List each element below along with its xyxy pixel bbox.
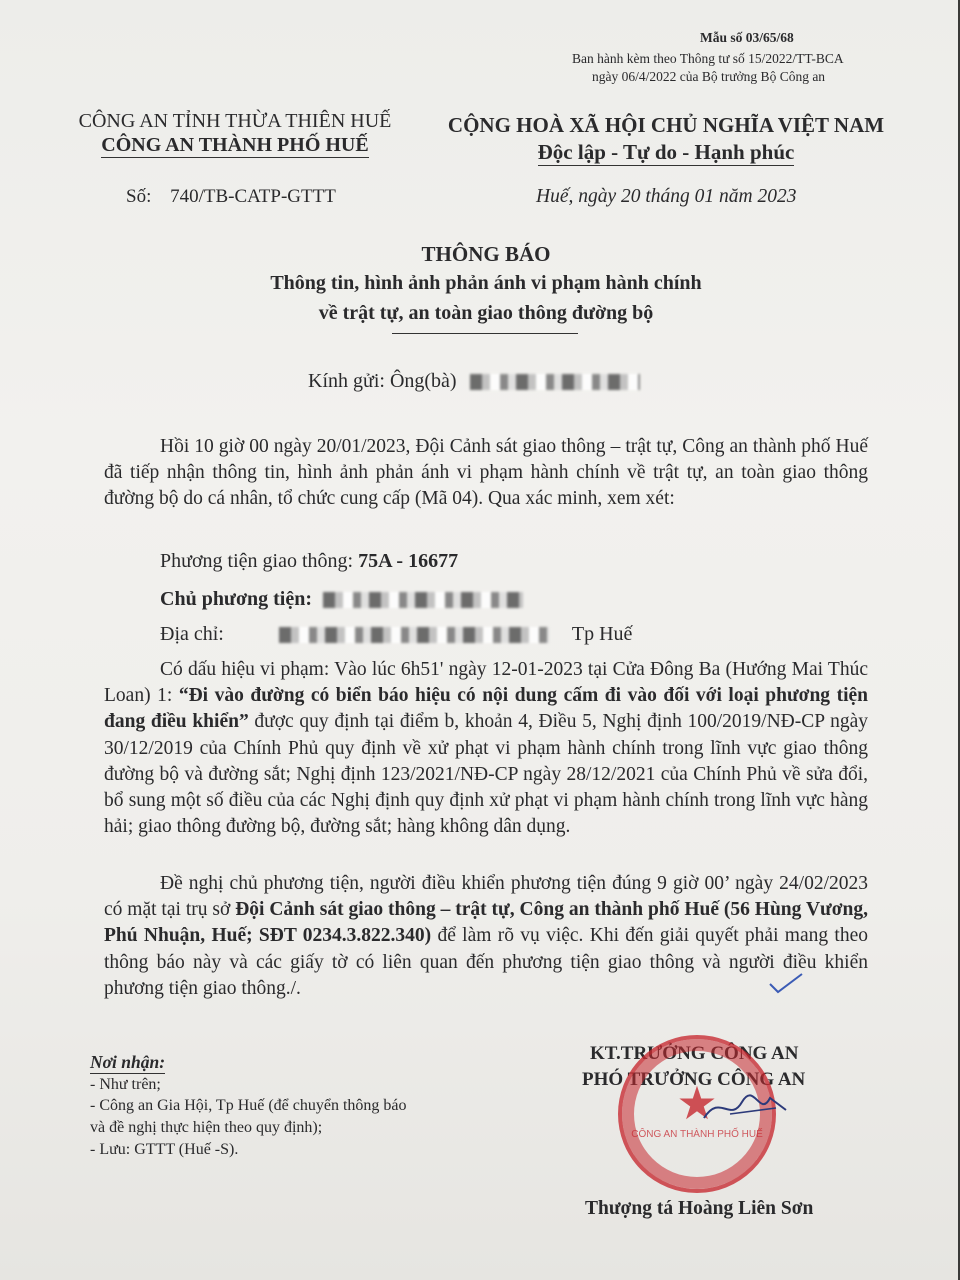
redacted-address xyxy=(279,627,549,643)
address-line xyxy=(160,623,632,646)
signer-name: Thượng tá Hoàng Liên Sơn xyxy=(585,1198,814,1219)
recipient-item: và đề nghị thực hiện theo quy định); xyxy=(90,1119,323,1136)
nation-title: CỘNG HOÀ XÃ HỘI CHỦ NGHĨA VIỆT NAM xyxy=(447,113,885,137)
recipient-item: - Công an Gia Hội, Tp Huế (để chuyển thông báo xyxy=(90,1097,407,1114)
form-issued-line2: ngày 06/4/2022 của Bộ trưởng Bộ Công an xyxy=(592,69,826,84)
violation-description: “Đi vào đường có biển báo hiệu có nội dung cấm đi vào đối với loại phương tiện đang điều khiển” xyxy=(104,685,869,733)
notice-subtitle1: Thông tin, hình ảnh phản ánh vi phạm hành chính xyxy=(270,272,702,294)
nation-motto-text: Độc lập - Tự do - Hạnh phúc xyxy=(537,140,795,164)
notice-title: THÔNG BÁO xyxy=(421,242,551,266)
owner-label: Chủ phương tiện: xyxy=(160,588,313,610)
vehicle-plate: 75A - 16677 xyxy=(358,550,459,572)
notice-subtitle2: về trật tự, an toàn giao thông đường bộ xyxy=(318,302,654,324)
agency-name-text: CÔNG AN THÀNH PHỐ HUẾ xyxy=(101,134,369,156)
doc-number xyxy=(126,186,336,208)
nation-motto xyxy=(440,140,892,165)
owner-line xyxy=(160,588,523,611)
recipients-title-text: Nơi nhận: xyxy=(90,1052,166,1072)
signature-line2: PHÓ TRƯỞNG CÔNG AN xyxy=(582,1069,806,1090)
vehicle-label: Phương tiện giao thông: xyxy=(160,550,354,572)
title-underline xyxy=(392,333,578,334)
recipient-item: - Lưu: GTTT (Huế -S). xyxy=(90,1141,239,1158)
place-date: Huế, ngày 20 tháng 01 năm 2023 xyxy=(536,186,797,207)
agency-name xyxy=(60,134,410,157)
checkmark-icon xyxy=(768,972,804,996)
summons-instructions: để làm rõ vụ việc. Khi đến giải quyết phải mang theo thông báo này và các giấy tờ có liên quan đến phương tiện giao thông và người điều khiển phương tiện giao thông./. xyxy=(104,925,868,999)
form-number: Mẫu số 03/65/68 xyxy=(700,30,794,45)
recipient-item: - Như trên; xyxy=(90,1076,161,1093)
handwritten-signature xyxy=(700,1088,790,1128)
form-issued-line1: Ban hành kèm theo Thông tư số 15/2022/TT-BCA xyxy=(572,51,844,66)
paragraph-violation xyxy=(104,657,868,840)
summons-intro: Đề nghị chủ phương tiện, người điều khiển phương tiện đúng 9 giờ 00’ ngày 24/02/2023 có mặt tại trụ sở xyxy=(104,873,868,921)
recipient-label: Kính gửi: Ông(bà) xyxy=(308,370,457,392)
redacted-recipient xyxy=(470,374,640,390)
doc-number-label: Số: xyxy=(126,186,152,207)
paragraph-intro: Hồi 10 giờ 00 ngày 20/01/2023, Đội Cảnh sát giao thông – trật tự, Công an thành phố Huế đã tiếp nhận thông tin, hình ảnh phản ánh vi phạm hành chính về trật tự, an toàn giao thông đường bộ do cá nhân, tổ chức cung cấp (Mã 04). Qua xác minh, xem xét: xyxy=(104,436,868,510)
vehicle-line xyxy=(160,550,458,573)
address-city: Tp Huế xyxy=(571,623,633,645)
violation-legal-basis: được quy định tại điểm b, khoản 4, Điều 5, Nghị định 100/2019/NĐ-CP ngày 30/12/2019 của Chính Phủ quy định về xử phạt vi phạm hành chính trong lĩnh vực giao thông đường bộ và đường sắt; Nghị định 123/2021/NĐ-CP ngày 28/12/2021 của Chính Phủ về sửa đổi, bổ sung một số điều của các Nghị định quy định xử phạt vi phạm hành chính trong lĩnh vực hàng hải; giao thông đường bộ, đường sắt; hàng không dân dụng. xyxy=(104,711,868,838)
violation-intro: Có dấu hiệu vi phạm: Vào lúc 6h51' ngày 12-01-2023 tại Cửa Đông Ba (Hướng Mai Thúc Loan) 1: xyxy=(104,659,868,707)
agency-parent: CÔNG AN TỈNH THỪA THIÊN HUẾ xyxy=(78,110,392,132)
doc-number-value: 740/TB-CATP-GTTT xyxy=(170,186,336,207)
signature-line1: KT.TRƯỞNG CÔNG AN xyxy=(590,1043,799,1064)
recipients-title xyxy=(90,1052,165,1073)
paragraph-summons xyxy=(104,871,868,1002)
summons-office: Đội Cảnh sát giao thông – trật tự, Công an thành phố Huế (56 Hùng Vương, Phú Nhuận, Huế; SĐT 0234.3.822.340) xyxy=(104,899,868,947)
star-icon: ★ xyxy=(676,1078,718,1129)
redacted-owner xyxy=(323,592,523,608)
seal-text: CÔNG AN THÀNH PHỐ HUẾ xyxy=(631,1129,763,1140)
recipient-line xyxy=(308,370,640,393)
address-label: Địa chỉ: xyxy=(160,623,224,645)
